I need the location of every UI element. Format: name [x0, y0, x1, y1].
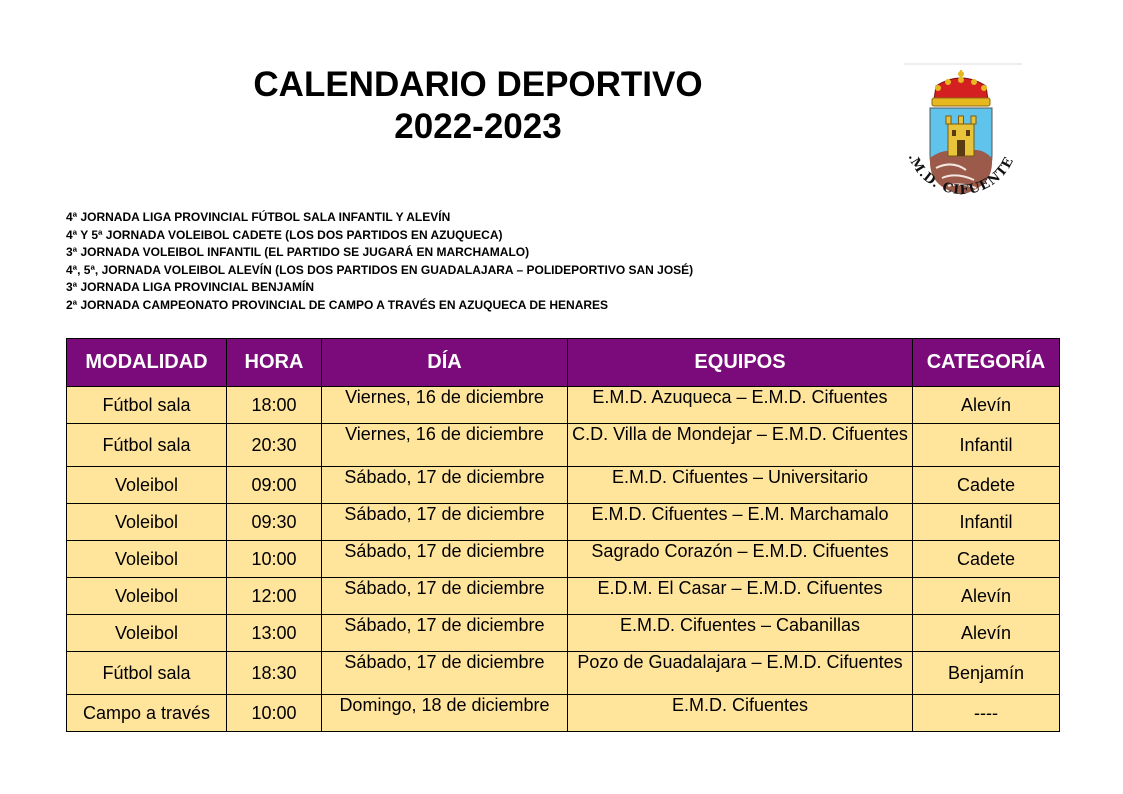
cell-equipos: Pozo de Guadalajara – E.M.D. Cifuentes — [568, 652, 913, 695]
cell-hora: 10:00 — [227, 541, 322, 578]
crown-icon — [932, 70, 990, 106]
cell-dia: Sábado, 17 de diciembre — [322, 541, 568, 578]
table-row — [67, 424, 1060, 467]
cell-categoria: Cadete — [913, 467, 1060, 504]
note-item: 4ª, 5ª, JORNADA VOLEIBOL ALEVÍN (LOS DOS PARTIDOS EN GUADALAJARA – POLIDEPORTIVO SAN JOSÉ) — [66, 262, 694, 277]
table-row — [67, 467, 1060, 504]
cell-dia: Sábado, 17 de diciembre — [322, 578, 568, 615]
note-item: 3ª JORNADA VOLEIBOL INFANTIL (EL PARTIDO SE JUGARÁ EN MARCHAMALO) — [66, 245, 530, 259]
cell-dia: Viernes, 16 de diciembre — [322, 387, 568, 424]
cell-dia: Sábado, 17 de diciembre — [322, 504, 568, 541]
notes-list — [66, 209, 693, 314]
cell-categoria: Infantil — [913, 424, 1060, 467]
page-subtitle-season: 2022-2023 — [394, 107, 562, 146]
cell-equipos: E.M.D. Cifuentes – Cabanillas — [568, 615, 913, 652]
cell-categoria: Alevín — [913, 387, 1060, 424]
page-title: CALENDARIO DEPORTIVO — [253, 65, 703, 104]
note-item: 4ª JORNADA LIGA PROVINCIAL FÚTBOL SALA INFANTIL Y ALEVÍN — [66, 210, 451, 224]
cell-equipos: E.M.D. Cifuentes – E.M. Marchamalo — [568, 504, 913, 541]
schedule-table — [66, 338, 1060, 732]
table-row — [67, 578, 1060, 615]
cell-equipos: E.M.D. Cifuentes – Universitario — [568, 467, 913, 504]
column-header-hora: HORA — [227, 339, 322, 387]
cell-modalidad: Voleibol — [67, 504, 227, 541]
cell-hora: 20:30 — [227, 424, 322, 467]
cell-dia: Domingo, 18 de diciembre — [322, 695, 568, 732]
table-row — [67, 504, 1060, 541]
cell-categoria: Infantil — [913, 504, 1060, 541]
cell-modalidad: Voleibol — [67, 615, 227, 652]
table-row — [67, 387, 1060, 424]
cell-equipos: E.M.D. Azuqueca – E.M.D. Cifuentes — [568, 387, 913, 424]
cell-categoria: Benjamín — [913, 652, 1060, 695]
cell-categoria: Alevín — [913, 578, 1060, 615]
table-row — [67, 652, 1060, 695]
table-row — [67, 615, 1060, 652]
cell-modalidad: Voleibol — [67, 578, 227, 615]
column-header-categoria: CATEGORÍA — [913, 339, 1060, 387]
cell-modalidad: Voleibol — [67, 541, 227, 578]
cell-equipos: C.D. Villa de Mondejar – E.M.D. Cifuentes — [568, 424, 913, 467]
cell-dia: Sábado, 17 de diciembre — [322, 652, 568, 695]
cell-modalidad: Fútbol sala — [67, 424, 227, 467]
cell-hora: 09:00 — [227, 467, 322, 504]
cell-dia: Sábado, 17 de diciembre — [322, 467, 568, 504]
cell-hora: 13:00 — [227, 615, 322, 652]
cell-hora: 10:00 — [227, 695, 322, 732]
cell-equipos: E.D.M. El Casar – E.M.D. Cifuentes — [568, 578, 913, 615]
column-header-modalidad: MODALIDAD — [67, 339, 227, 387]
table-row — [67, 695, 1060, 732]
column-header-dia: DÍA — [322, 339, 568, 387]
cell-categoria: Alevín — [913, 615, 1060, 652]
cell-hora: 18:00 — [227, 387, 322, 424]
cell-dia: Sábado, 17 de diciembre — [322, 615, 568, 652]
note-item: 2ª JORNADA CAMPEONATO PROVINCIAL DE CAMPO A TRAVÉS EN AZUQUECA DE HENARES — [66, 297, 609, 312]
cell-dia: Viernes, 16 de diciembre — [322, 424, 568, 467]
emd-cifuentes-logo — [896, 62, 1026, 212]
cell-modalidad: Campo a través — [67, 695, 227, 732]
tower-icon — [946, 116, 976, 156]
cell-hora: 18:30 — [227, 652, 322, 695]
cell-categoria: ---- — [913, 695, 1060, 732]
logo-text: .M.D. CIFUENTE — [904, 151, 1018, 199]
note-item: 3ª JORNADA LIGA PROVINCIAL BENJAMÍN — [66, 280, 315, 294]
note-item: 4ª Y 5ª JORNADA VOLEIBOL CADETE (LOS DOS PARTIDOS EN AZUQUECA) — [66, 227, 503, 242]
table-row — [67, 541, 1060, 578]
cell-hora: 12:00 — [227, 578, 322, 615]
cell-equipos: E.M.D. Cifuentes — [568, 695, 913, 732]
cell-modalidad: Fútbol sala — [67, 652, 227, 695]
cell-categoria: Cadete — [913, 541, 1060, 578]
cell-modalidad: Fútbol sala — [67, 387, 227, 424]
cell-hora: 09:30 — [227, 504, 322, 541]
cell-equipos: Sagrado Corazón – E.M.D. Cifuentes — [568, 541, 913, 578]
table-header-row — [67, 339, 1060, 387]
column-header-equipos: EQUIPOS — [568, 339, 913, 387]
cell-modalidad: Voleibol — [67, 467, 227, 504]
